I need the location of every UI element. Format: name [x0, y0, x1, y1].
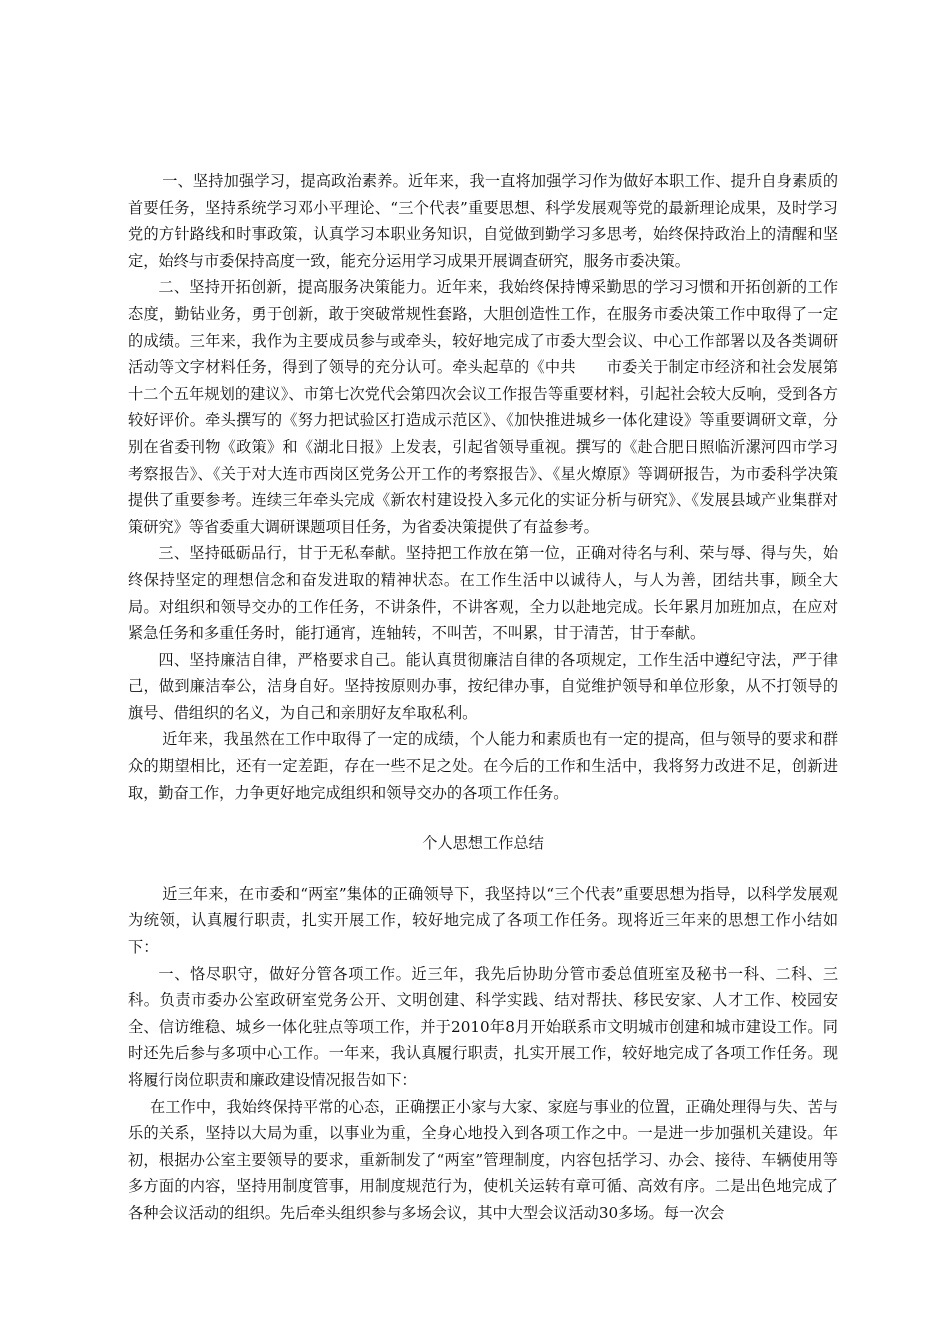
section-title: 个人思想工作总结	[422, 834, 544, 853]
paragraph-intro: 近三年来，在市委和“两室”集体的正确领导下，我坚持以“三个代表”重要思想为指导，以科学发展观为统领，认真履行职责，扎实开展工作，较好地完成了各项工作任务。现将近三年来的思想工作小结如下：	[128, 884, 838, 957]
paragraph-integrity: 四、坚持廉洁自律，严格要求自己。能认真贯彻廉洁自律的各项规定，工作生活中遵纪守法，严于律己，做到廉洁奉公，洁身自好。坚持按原则办事，按纪律办事，自觉维护领导和单位形象，从不打领导的旗号、借组织的名义，为自己和亲朋好友牟取私利。	[128, 650, 838, 722]
document-page	[128, 168, 838, 1227]
paragraph-character: 三、坚持砥砺品行，甘于无私奉献。坚持把工作放在第一位，正确对待名与利、荣与辱、得与失，始终保持坚定的理想信念和奋发进取的精神状态。在工作生活中以诚待人，与人为善，团结共事，顾全大局。对组织和领导交办的工作任务，不讲条件，不讲客观，全力以赴地完成。长年累月加班加点，在应对紧急任务和多重任务时，能打通宵，连轴转，不叫苦，不叫累，甘于清苦，甘于奉献。	[128, 544, 838, 643]
paragraph-conclusion: 近年来，我虽然在工作中取得了一定的成绩，个人能力和素质也有一定的提高，但与领导的要求和群众的期望相比，还有一定差距，存在一些不足之处。在今后的工作和生活中，我将努力改进不足，创新进取，勤奋工作，力争更好地完成组织和领导交办的各项工作任务。	[128, 730, 838, 802]
paragraph-duties: 一、恪尽职守，做好分管各项工作。近三年，我先后协助分管市委总值班室及秘书一科、二科、三科。负责市委办公室政研室党务公开、文明创建、科学实践、结对帮扶、移民安家、人才工作、校园安全、信访维稳、城乡一体化驻点等项工作，并于2010年8月开始联系市文明城市创建和城市建设工作。同时还先后参与多项中心工作。一年来，我认真履行职责，扎实开展工作，较好地完成了各项工作任务。现将履行岗位职责和廉政建设情况报告如下：	[128, 964, 838, 1089]
paragraph-study: 一、坚持加强学习，提高政治素养。近年来，我一直将加强学习作为做好本职工作、提升自身素质的首要任务，坚持系统学习邓小平理论、“三个代表”重要思想、科学发展观等党的最新理论成果，及时学习党的方针路线和时事政策，认真学习本职业务知识，自觉做到勤学习多思考，始终保持政治上的清醒和坚定，始终与市委保持高度一致，能充分运用学习成果开展调查研究，服务市委决策。	[128, 172, 838, 270]
paragraph-innovation: 二、坚持开拓创新，提高服务决策能力。近年来，我始终保持博采勤思的学习习惯和开拓创新的工作态度，勤钻业务，勇于创新，敢于突破常规性套路，大胆创造性工作，在服务市委决策工作中取得了一定的成绩。三年来，我作为主要成员参与或牵头，较好地完成了市委大型会议、中心工作部署以及各类调研活动等文字材料任务，得到了领导的充分认可。牵头起草的《中共 市委关于制定市经济和社会发展第十二个五年规划的建议》、市第七次党代会第四次会议工作报告等重要材料，引起社会较大反响，受到各方较好评价。牵头撰写的《努力把试验区打造成示范区》、《加快推进城乡一体化建设》等重要调研文章，分别在省委刊物《政策》和《湖北日报》上发表，引起省领导重视。撰写的《赴合肥日照临沂漯河四市学习考察报告》、《关于对大连市西岗区党务公开工作的考察报告》、《星火燎原》等调研报告，为市委科学决策提供了重要参考。连续三年牵头完成《新农村建设投入多元化的实证分析与研究》、《发展县域产业集群对策研究》等省委重大调研课题项目任务，为省委决策提供了有益参考。	[128, 278, 838, 536]
paragraph-work: 在工作中，我始终保持平常的心态，正确摆正小家与大家、家庭与事业的位置，正确处理得与失、苦与乐的关系，坚持以大局为重，以事业为重，全身心地投入到各项工作之中。一是进一步加强机关建设。年初，根据办公室主要领导的要求，重新制发了“两室”管理制度，内容包括学习、办会、接待、车辆使用等多方面的内容，坚持用制度管事，用制度规范行为，使机关运转有章可循、高效有序。二是出色地完成了各种会议活动的组织。先后牵头组织参与多场会议，其中大型会议活动30多场。每一次会	[128, 1097, 838, 1222]
